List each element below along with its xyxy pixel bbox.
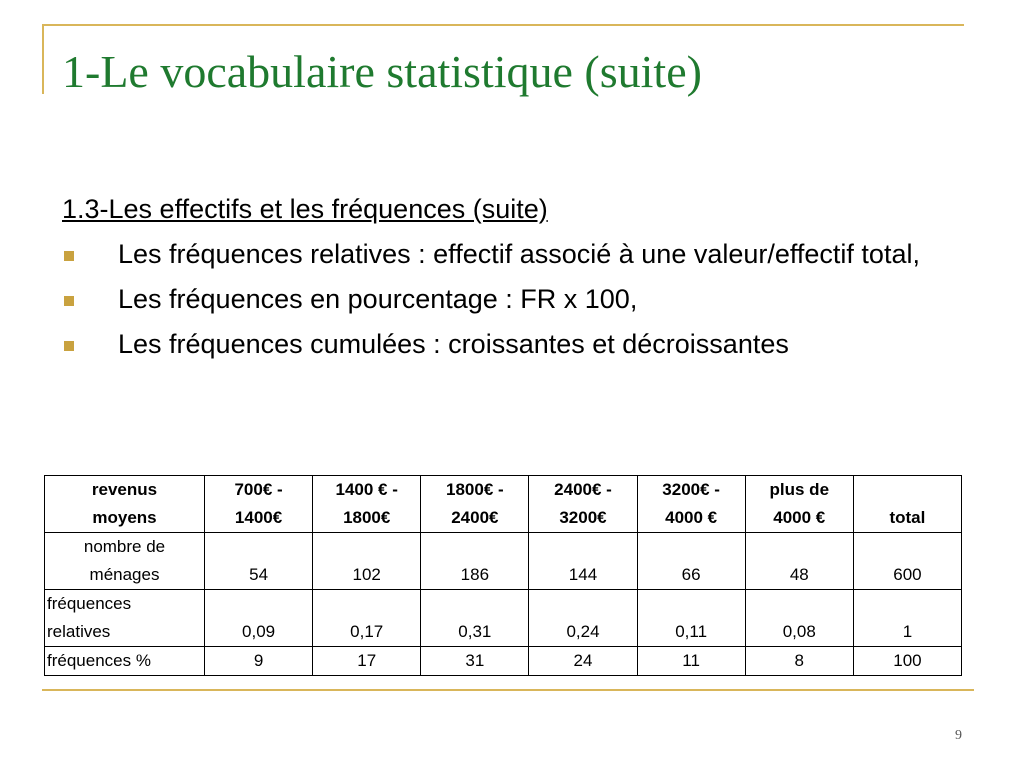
bullet-text: Les fréquences relatives : effectif associé à une valeur/effectif total, [118,239,920,269]
section-subtitle: 1.3-Les effectifs et les fréquences (suite) [62,194,548,224]
table-cell: 0,31 [421,590,529,647]
table-cell: 100 [853,647,961,676]
square-bullet-icon [64,251,74,261]
header-cell: revenus moyens [45,476,205,533]
table-row [45,590,962,647]
table-row [45,647,962,676]
table-cell: 8 [745,647,853,676]
slide-title: 1-Le vocabulaire statistique (suite) [62,46,702,97]
row-label: fréquences % [45,647,205,676]
table-cell: 600 [853,533,961,590]
bullet-list [62,236,932,371]
table-cell: 17 [313,647,421,676]
square-bullet-icon [64,296,74,306]
header-cell: plus de 4000 € [745,476,853,533]
row-label: nombre de ménages [45,533,205,590]
header-cell: 1800€ - 2400€ [421,476,529,533]
header-cell: total [853,476,961,533]
top-rule [42,24,964,26]
table-cell: 11 [637,647,745,676]
bottom-rule [42,689,974,691]
header-cell: 2400€ - 3200€ [529,476,637,533]
table-cell: 0,11 [637,590,745,647]
row-label: fréquences relatives [45,590,205,647]
table-cell: 66 [637,533,745,590]
table-cell: 186 [421,533,529,590]
table-cell: 0,09 [205,590,313,647]
table-cell: 9 [205,647,313,676]
bullet-item [62,326,932,363]
table-cell: 31 [421,647,529,676]
table-cell: 0,24 [529,590,637,647]
table-cell: 1 [853,590,961,647]
left-rule [42,24,44,94]
bullet-text: Les fréquences en pourcentage : FR x 100, [118,284,638,314]
page-number: 9 [955,728,962,743]
square-bullet-icon [64,341,74,351]
table-cell: 0,08 [745,590,853,647]
table-cell: 48 [745,533,853,590]
table-cell: 0,17 [313,590,421,647]
header-cell: 3200€ - 4000 € [637,476,745,533]
table-row [45,533,962,590]
header-cell: 1400 € - 1800€ [313,476,421,533]
bullet-text: Les fréquences cumulées : croissantes et décroissantes [118,329,789,359]
table-cell: 144 [529,533,637,590]
bullet-item [62,236,932,273]
table-header-row [45,476,962,533]
table-cell: 54 [205,533,313,590]
table-cell: 102 [313,533,421,590]
statistics-table [44,475,962,676]
bullet-item [62,281,932,318]
table-cell: 24 [529,647,637,676]
header-cell: 700€ - 1400€ [205,476,313,533]
